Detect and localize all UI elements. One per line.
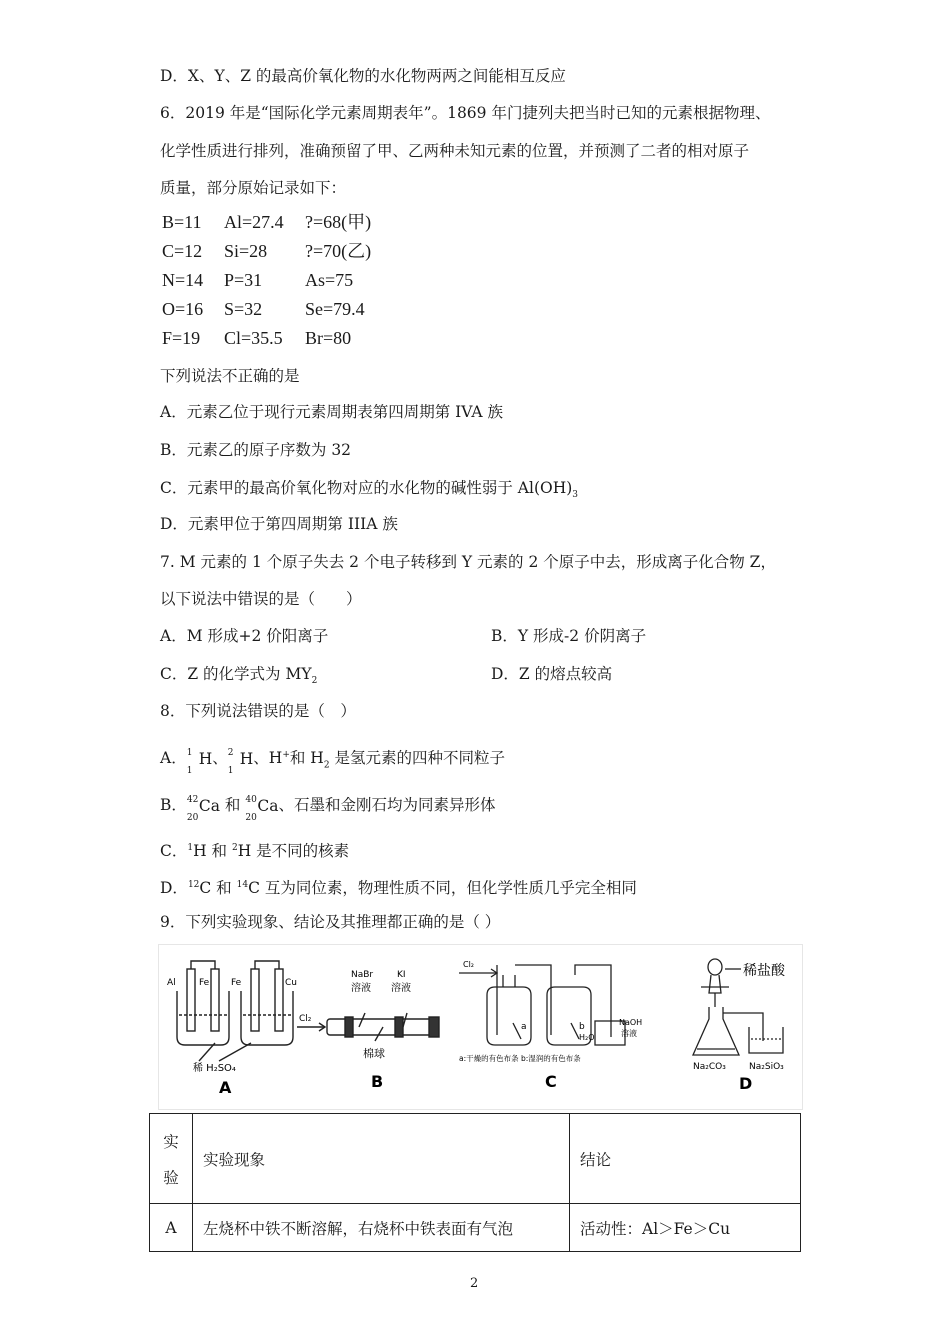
q7-stem-line2: 以下说法中错误的是（ ） [160,590,362,608]
subscript: 3 [572,490,578,501]
atomic-number: 20 [245,813,257,823]
q6-option-d: D．元素甲位于第四周期第 IIIA 族 [160,515,398,533]
label-solution: 溶液 [621,1029,637,1038]
mass-number: 14 [236,880,249,890]
label-water: H₂O [579,1033,595,1042]
q8-stem: 8．下列说法错误的是（ ） [160,702,356,720]
mendeleev-cell: B=11 [162,212,202,232]
mass-number: 2 [227,748,234,759]
mendeleev-cell: Al=27.4 [224,212,284,232]
label-naoh: NaOH [619,1018,643,1027]
atomic-number: 20 [186,813,199,823]
isotope-h1 [186,748,213,777]
mendeleev-cell: P=31 [224,270,263,290]
page-number: 2 [470,1276,479,1291]
apparatus-diagram [159,945,802,1109]
isotope-h2 [227,748,254,777]
q8-option-a [160,745,505,775]
label-al: Al [167,978,176,988]
isotope-ca42 [186,795,220,823]
q5-option-d: D．X、Y、Z 的最高价氧化物的水化物两两之间能相互反应 [160,67,566,85]
q6-question: 下列说法不正确的是 [160,367,300,385]
header-text: 实 [163,1132,179,1151]
text: H 是不同的核素 [237,842,350,861]
text: C 互为同位素，物理性质不同，但化学性质几乎完全相同 [248,879,637,898]
figure-tag-a: A [219,1078,232,1097]
charge: + [282,750,290,760]
mendeleev-cell: Si=28 [224,241,268,261]
label-ki: KI [397,970,406,980]
q6-stem-line3: 质量，部分原始记录如下： [160,179,347,197]
q6-option-a: A．元素乙位于现行元素周期表第四周期第 IVA 族 [160,403,504,421]
text: 、H [253,749,283,768]
figure-tag-b: B [371,1072,384,1091]
mass-number: 1 [186,748,193,759]
mendeleev-cell: ?=70(乙) [305,241,372,261]
mass-number: 1 [187,843,194,853]
label-note: a:干燥的有色布条 b:湿润的有色布条 [459,1054,581,1063]
label-b: b [579,1022,585,1032]
mass-number: 42 [186,795,199,805]
label-cl2: Cl₂ [299,1014,312,1024]
mass-number: 2 [231,843,238,853]
header-conclusion: 结论 [570,1114,801,1204]
cell-conclusion: 活动性：Al＞Fe＞Cu [570,1204,801,1252]
mass-number: 12 [187,880,200,890]
element-symbol: H [198,750,213,769]
q6-stem-line1: 6．2019 年是“国际化学元素周期表年”。1869 年门捷列夫把当时已知的元素根据物理、 [160,104,771,122]
cell-experiment: A [150,1204,193,1252]
experiment-figure [158,944,803,1110]
mendeleev-cell: C=12 [162,241,203,261]
mendeleev-cell: ?=68(甲) [305,212,372,232]
label-cu: Cu [285,978,297,988]
table-row [150,1204,801,1252]
label-na2sio3: Na₂SiO₃ [749,1062,784,1072]
table-header-row [150,1114,801,1204]
label-nabr: NaBr [351,970,374,980]
atomic-number: 1 [227,766,234,777]
text: H 和 [193,842,232,861]
q8-option-d [160,875,637,898]
q8-option-b [160,795,496,823]
header-phenomenon: 实验现象 [193,1114,570,1204]
q7-option-d: D．Z 的熔点较高 [491,665,613,683]
q7-option-b: B．Y 形成-2 价阴离子 [491,627,647,645]
header-text: 验 [163,1168,179,1187]
q6-stem-line2: 化学性质进行排列，准确预留了甲、乙两种未知元素的位置，并预测了二者的相对原子 [160,142,750,160]
element-symbol: H [239,750,254,769]
figure-tag-d: D [739,1074,753,1093]
subscript: 2 [311,676,318,687]
header-experiment [150,1114,193,1204]
q6-option-c [160,478,578,505]
experiment-table [149,1113,801,1252]
label-a: a [521,1022,527,1032]
q6-option-b: B．元素乙的原子序数为 32 [160,441,352,459]
text: 和 [220,796,246,814]
cell-phenomenon: 左烧杯中铁不断溶解，右烧杯中铁表面有气泡 [193,1204,570,1252]
isotope-ca40 [245,795,279,823]
label-cotton: 棉球 [363,1047,385,1060]
subscript: 2 [323,760,330,771]
mendeleev-cell: Cl=35.5 [224,328,283,348]
label-hcl: 稀盐酸 [743,963,785,979]
text: C 和 [199,879,237,898]
q9-stem: 9．下列实验现象、结论及其推理都正确的是（ ） [160,913,501,931]
figure-tag-c: C [545,1072,557,1091]
q7-option-c-text: C．Z 的化学式为 MY [160,665,312,683]
text: 、石墨和金刚石均为同素异形体 [278,796,496,814]
label-na2co3: Na₂CO₃ [693,1062,726,1072]
mendeleev-cell: F=19 [162,328,201,348]
text: 是氢元素的四种不同粒子 [329,749,505,768]
q7-option-a: A．M 形成+2 价阳离子 [160,627,329,645]
mendeleev-cell: N=14 [162,270,204,290]
apparatus-a [177,961,293,1061]
mendeleev-cell: Br=80 [305,328,352,348]
atomic-number: 1 [186,766,193,777]
option-prefix: A． [160,749,187,768]
option-prefix: D． [160,879,188,898]
element-symbol: Ca [198,797,220,815]
separator: 、 [212,749,228,768]
mendeleev-cell: O=16 [162,299,204,319]
q8-option-c [160,838,349,861]
mendeleev-cell: As=75 [305,270,354,290]
label-cl2: Cl₂ [463,960,475,969]
label-solution: 溶液 [351,983,371,994]
mendeleev-cell: Se=79.4 [305,299,365,319]
q6-option-c-text: C．元素甲的最高价氧化物对应的水化物的碱性弱于 Al(OH) [160,479,573,497]
text: 和 H [289,749,324,768]
q7-option-c [160,664,317,691]
apparatus-b [297,1013,439,1041]
label-fe: Fe [199,978,210,988]
element-symbol: Ca [257,797,279,815]
mass-number: 40 [245,795,257,805]
apparatus-c [459,965,625,1045]
mendeleev-cell: S=32 [224,299,263,319]
label-solution: 溶液 [391,983,411,994]
label-acid: 稀 H₂SO₄ [193,1063,236,1074]
option-prefix: B． [160,796,187,814]
option-prefix: C． [160,842,188,861]
label-fe: Fe [231,978,242,988]
q7-stem-line1: 7. M 元素的 1 个原子失去 2 个电子转移到 Y 元素的 2 个原子中去，形成离子化合物 Z， [160,553,776,571]
